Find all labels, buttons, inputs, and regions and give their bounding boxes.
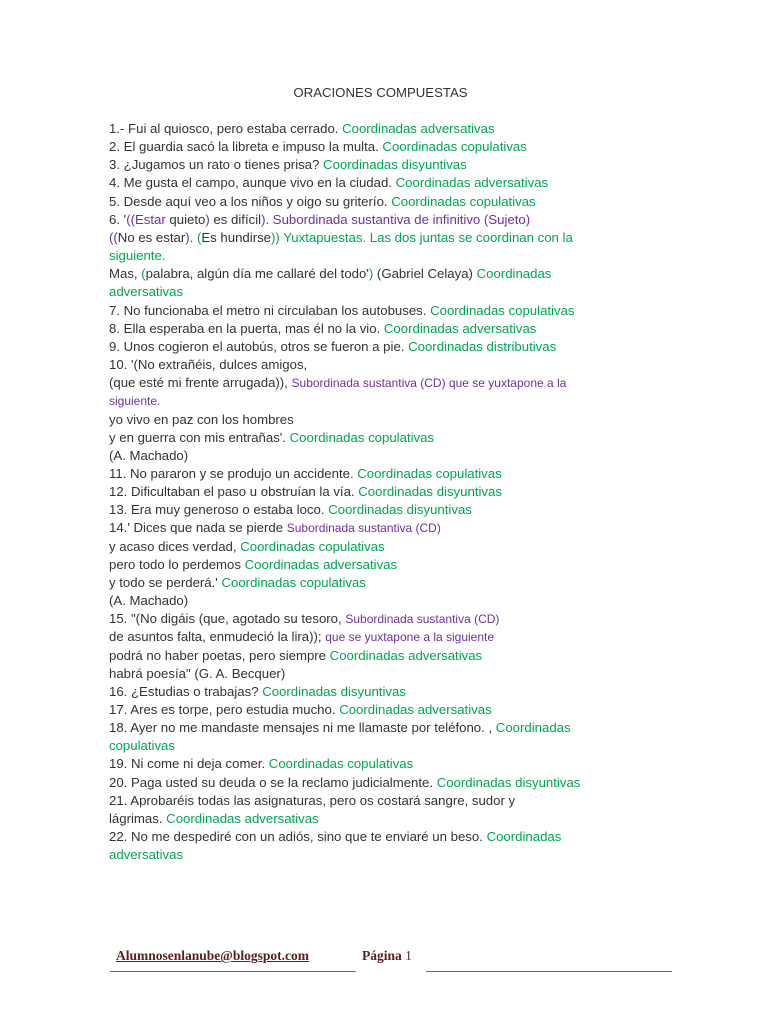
classification-label: adversativas xyxy=(109,847,184,863)
sentence-text: 7. No funcionaba el metro ni circulaban los autobuses. xyxy=(109,302,431,318)
classification-label: Coordinadas distributivas xyxy=(408,338,557,354)
analysis-note: ). Subordinada sustantiva de infinitivo (Sujeto) xyxy=(261,211,531,227)
sentence-text: es difícil xyxy=(209,211,262,227)
text-line xyxy=(109,193,629,211)
analysis-note: Subordinada sustantiva (CD) que se yuxtapone a la xyxy=(291,376,567,391)
sentence-text: (A. Machado) xyxy=(109,593,189,609)
sentence-text: lágrimas. xyxy=(109,810,167,826)
sentence-text: (A. Machado) xyxy=(109,447,189,463)
classification-label: Coordinadas adversativas xyxy=(383,320,537,336)
text-line xyxy=(109,519,629,537)
sentence-text: 15. "(No digáis (que, agotado su tesoro, xyxy=(109,611,346,627)
classification-label: Coordinadas xyxy=(476,266,552,282)
text-line xyxy=(109,810,629,828)
text-line xyxy=(109,229,629,247)
text-line xyxy=(109,283,629,301)
text-line xyxy=(109,465,629,483)
text-line xyxy=(109,828,629,846)
sentence-text: palabra, algún día me callaré del todo' xyxy=(145,266,369,282)
sentence-text: 17. Ares es torpe, pero estudia mucho. xyxy=(109,702,340,717)
sentence-text: 10. '(No extrañéis, dulces amigos, xyxy=(109,357,308,373)
sentence-text: 8. Ella esperaba en la puerta, mas él no la vio. xyxy=(109,320,384,336)
classification-label: ) xyxy=(368,266,374,282)
text-line xyxy=(109,737,629,755)
text-line xyxy=(109,774,629,792)
sentence-text: y acaso dices verdad, xyxy=(109,538,241,554)
text-line xyxy=(109,156,629,174)
sentence-text: podrá no haber poetas, pero siempre xyxy=(109,647,330,663)
text-line xyxy=(109,665,629,683)
classification-label: Coordinadas xyxy=(486,829,562,845)
sentence-text: 16. ¿Estudias o trabajas? xyxy=(109,683,263,699)
text-line xyxy=(109,211,629,229)
sentence-text: 3. ¿Jugamos un rato o tienes prisa? xyxy=(109,157,324,173)
text-line xyxy=(109,411,629,429)
text-line xyxy=(109,302,629,320)
analysis-note: ((Estar xyxy=(126,211,170,227)
analysis-note: Subordinada sustantiva (CD) xyxy=(345,612,500,627)
analysis-note: Subordinada sustantiva (CD) xyxy=(286,521,441,536)
classification-label: ( xyxy=(196,229,202,245)
classification-label: Coordinadas disyuntivas xyxy=(358,484,502,500)
text-line xyxy=(109,701,629,719)
text-line xyxy=(109,338,629,356)
sentence-text: 14.' Dices que nada se pierde xyxy=(109,520,287,536)
classification-label: Coordinadas copulativas xyxy=(268,756,414,772)
document-body xyxy=(109,84,629,864)
sentence-text: y en guerra con mis entrañas'. xyxy=(109,429,290,445)
text-line xyxy=(109,374,629,392)
classification-label: copulativas xyxy=(109,738,175,754)
text-line xyxy=(109,501,629,519)
sentence-text: Mas, xyxy=(109,266,142,282)
classification-label: Coordinadas adversativas xyxy=(339,702,492,717)
classification-label: siguiente. xyxy=(109,248,166,264)
sentence-text: (que esté mi frente arrugada)), xyxy=(109,375,292,391)
classification-label: Coordinadas disyuntivas xyxy=(262,683,406,699)
text-line xyxy=(109,592,629,610)
footer-page-number xyxy=(362,948,412,964)
classification-label: ( xyxy=(141,266,146,282)
sentence-text: No es estar xyxy=(117,229,186,245)
classification-label: Coordinadas copulativas xyxy=(382,139,527,155)
analysis-note: (( xyxy=(109,229,118,245)
text-line xyxy=(109,429,629,447)
sentence-text: 2. El guardia sacó la libreta e impuso la multa. xyxy=(109,139,383,155)
text-line xyxy=(109,610,629,628)
text-line xyxy=(109,574,629,592)
classification-label: Coordinadas adversativas xyxy=(244,556,398,572)
text-line xyxy=(109,846,629,864)
footer-right-rule xyxy=(426,945,672,972)
text-line xyxy=(109,174,629,192)
classification-label: )) Yuxtapuestas. Las dos juntas se coordinan con la xyxy=(271,229,573,245)
text-line xyxy=(109,792,629,810)
classification-label: Coordinadas adversativas xyxy=(395,175,549,191)
text-line xyxy=(109,755,629,773)
sentence-text: 6. ' xyxy=(109,211,127,227)
classification-label: Coordinadas copulativas xyxy=(357,465,502,481)
classification-label: Coordinadas adversativas xyxy=(166,810,319,826)
sentence-text: pero todo lo perdemos xyxy=(109,556,245,572)
page-footer xyxy=(110,945,672,975)
text-line xyxy=(109,138,629,156)
classification-label: Coordinadas disyuntivas xyxy=(328,502,472,518)
sentence-text: 13. Era muy generoso o estaba loco. xyxy=(109,502,329,518)
sentence-text: 21. Aprobaréis todas las asignaturas, pero os costará sangre, sudor y xyxy=(109,792,516,808)
text-line xyxy=(109,392,629,410)
analysis-note: ) xyxy=(205,211,210,227)
sentence-text: habrá poesía" (G. A. Becquer) xyxy=(109,665,286,681)
text-line xyxy=(109,483,629,501)
sentence-text: 12. Dificultaban el paso u obstruían la vía. xyxy=(109,484,359,500)
classification-label: Coordinadas disyuntivas xyxy=(436,774,581,790)
sentence-text: de asuntos falta, enmudeció la lira)); xyxy=(109,629,326,645)
sentence-text: 4. Me gusta el campo, aunque vivo en la ciudad. xyxy=(109,175,396,191)
footer-email-link[interactable]: Alumnosenlanube@blogspot.com xyxy=(116,948,309,963)
classification-label: Coordinadas copulativas xyxy=(391,193,536,209)
classification-label: Coordinadas copulativas xyxy=(289,429,435,445)
text-line xyxy=(109,356,629,374)
sentence-text: 11. No pararon y se produjo un accidente. xyxy=(109,465,358,481)
classification-label: Coordinadas copulativas xyxy=(430,302,575,318)
page-label: Página xyxy=(362,948,402,963)
text-line xyxy=(109,538,629,556)
sentence-text: 5. Desde aquí veo a los niños y oigo su griterío. xyxy=(109,193,392,209)
sentence-text: 18. Ayer no me mandaste mensajes ni me llamaste por teléfono. , xyxy=(109,720,496,736)
analysis-note: ). xyxy=(185,229,194,245)
document-title: ORACIONES COMPUESTAS xyxy=(293,85,468,100)
classification-label: adversativas xyxy=(109,284,184,300)
text-line xyxy=(109,320,629,338)
sentence-text: 20. Paga usted su deuda o se la reclamo judicialmente. xyxy=(109,774,437,790)
sentence-text: yo vivo en paz con los hombres xyxy=(109,411,294,427)
text-line xyxy=(109,719,629,737)
sentence-text: (Gabriel Celaya) xyxy=(373,266,477,282)
text-line xyxy=(109,120,629,138)
text-line xyxy=(109,447,629,465)
classification-label: Coordinadas copulativas xyxy=(221,574,366,590)
text-line xyxy=(109,265,629,283)
classification-label: Coordinadas xyxy=(495,720,571,736)
analysis-note: siguiente. xyxy=(109,394,161,409)
sentence-text: 9. Unos cogieron el autobús, otros se fueron a pie. xyxy=(109,338,409,354)
text-line xyxy=(109,628,629,646)
sentence-text: y todo se perderá.' xyxy=(109,574,222,590)
text-line xyxy=(109,247,629,265)
classification-label: Coordinadas adversativas xyxy=(342,121,495,136)
sentence-text: Es hundirse xyxy=(201,229,272,245)
classification-label: Coordinadas adversativas xyxy=(329,647,483,663)
page-number: 1 xyxy=(405,948,412,963)
sentence-text: 1.- Fui al quiosco, pero estaba cerrado. xyxy=(109,121,343,136)
sentence-text: 22. No me despediré con un adiós, sino que te enviaré un beso. xyxy=(109,829,487,845)
sentence-text: quieto xyxy=(169,211,206,227)
text-line xyxy=(109,556,629,574)
text-line xyxy=(109,683,629,701)
text-line xyxy=(109,647,629,665)
sentence-text: 19. Ni come ni deja comer. xyxy=(109,756,269,772)
classification-label: Coordinadas disyuntivas xyxy=(323,157,467,173)
sentence-list xyxy=(109,120,629,864)
classification-label: Coordinadas copulativas xyxy=(240,538,385,554)
analysis-note: que se yuxtapone a la siguiente xyxy=(325,630,495,645)
